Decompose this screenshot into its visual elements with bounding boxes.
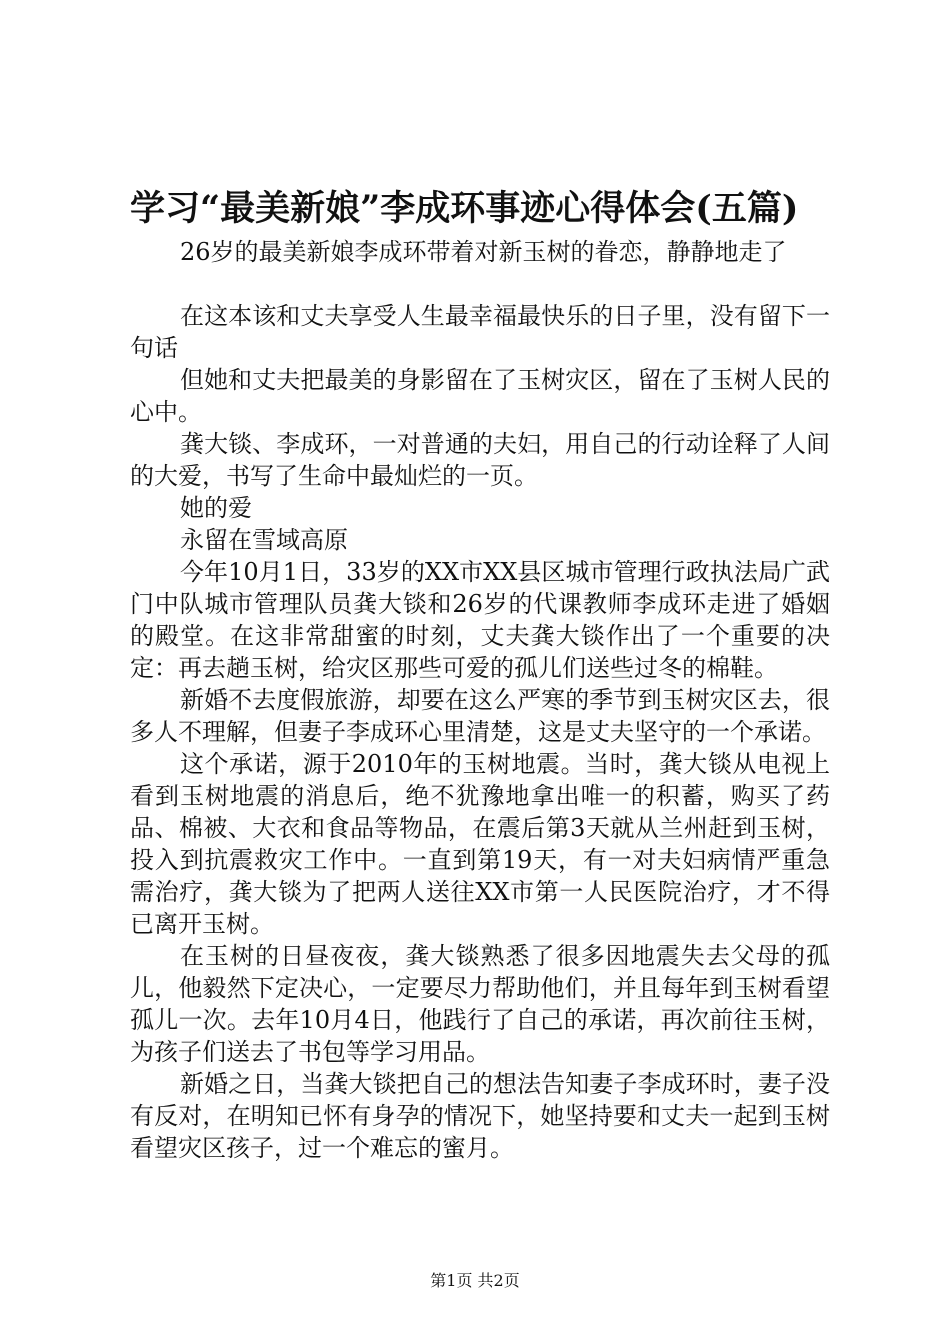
paragraph: 新婚不去度假旅游，却要在这么严寒的季节到玉树灾区去，很多人不理解，但妻子李成环心里清楚，这是丈夫坚守的一个承诺。 (130, 686, 830, 746)
paragraph: 这个承诺，源于2010年的玉树地震。当时，龚大锬从电视上看到玉树地震的消息后，绝不犹豫地拿出唯一的积蓄，购买了药品、棉被、大衣和食品等物品，在震后第3天就从兰州赶到玉树，投入到抗震救灾工作中。一直到第19天，有一对夫妇病情严重急需治疗，龚大锬为了把两人送往XX市第一人民医院治疗，才不得已离开玉树。 (130, 750, 830, 938)
page-footer: 第1页 共2页 (430, 1271, 520, 1290)
document-title: 学习“最美新娘”李成环事迹心得体会(五篇) (130, 188, 799, 229)
paragraph: 但她和丈夫把最美的身影留在了玉树灾区，留在了玉树人民的心中。 (130, 366, 830, 426)
paragraph: 她的爱 (180, 494, 252, 522)
paragraph: 新婚之日，当龚大锬把自己的想法告知妻子李成环时，妻子没有反对，在明知已怀有身孕的情况下，她坚持要和丈夫一起到玉树看望灾区孩子，过一个难忘的蜜月。 (130, 1070, 830, 1162)
paragraph: 在这本该和丈夫享受人生最幸福最快乐的日子里，没有留下一句话 (130, 302, 830, 362)
paragraph: 26岁的最美新娘李成环带着对新玉树的眷恋，静静地走了 (180, 238, 787, 266)
paragraph: 龚大锬、李成环，一对普通的夫妇，用自己的行动诠释了人间的大爱，书写了生命中最灿烂的一页。 (130, 430, 830, 490)
paragraph-spacer (130, 268, 830, 300)
paragraph: 永留在雪域高原 (180, 526, 348, 554)
document-body (130, 236, 830, 1164)
paragraph: 今年10月1日，33岁的XX市XX县区城市管理行政执法局广武门中队城市管理队员龚大锬和26岁的代课教师李成环走进了婚姻的殿堂。在这非常甜蜜的时刻，丈夫龚大锬作出了一个重要的决定：再去趟玉树，给灾区那些可爱的孤儿们送些过冬的棉鞋。 (130, 558, 830, 682)
paragraph: 在玉树的日昼夜夜，龚大锬熟悉了很多因地震失去父母的孤儿，他毅然下定决心，一定要尽力帮助他们，并且每年到玉树看望孤儿一次。去年10月4日，他践行了自己的承诺，再次前往玉树，为孩子们送去了书包等学习用品。 (130, 942, 830, 1066)
